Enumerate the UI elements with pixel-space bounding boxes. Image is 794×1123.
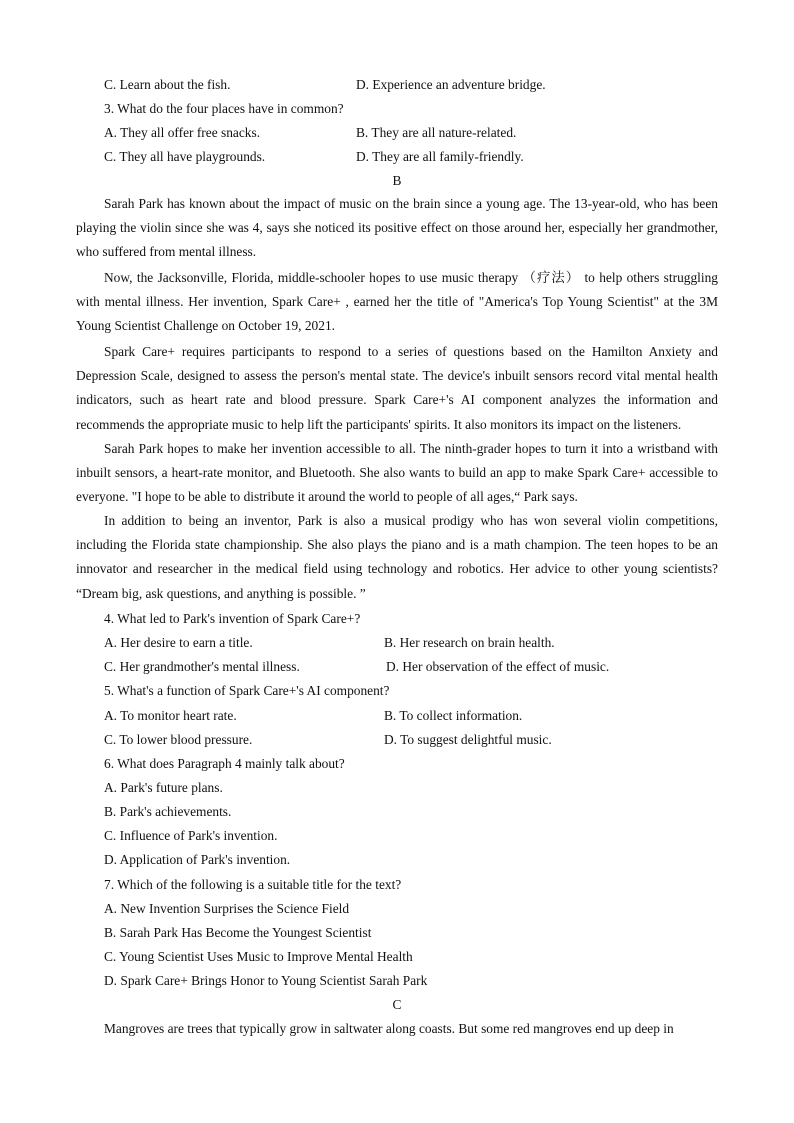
q5-option-a: A. To monitor heart rate. <box>104 708 237 723</box>
q4-stem: 4. What led to Park's invention of Spark Care+? <box>104 611 361 626</box>
q6-option-c: C. Influence of Park's invention. <box>104 828 278 843</box>
q4-option-c: C. Her grandmother's mental illness. <box>104 659 300 674</box>
q2-option-d: D. Experience an adventure bridge. <box>356 77 546 92</box>
q2-option-c: C. Learn about the fish. <box>104 77 231 92</box>
passage-b-paragraph-3: Spark Care+ requires participants to respond to a series of questions based on the Hamilton Anxiety and Depression Scale, designed to assess the person's mental state. The device's inbuilt sensors record vital mental health indicators, such as heart rate and blood pressure. Spark Care+'s AI component analyzes the information and recommends the appropriate music to help lift the participants' spirits. It also monitors its impact on the listeners. <box>76 344 718 432</box>
passage-b-paragraph-5: In addition to being an inventor, Park is also a musical prodigy who has won several violin competitions, including the Florida state championship. She also plays the piano and is a math champion. The teen hopes to be an innovator and researcher in the medical field using technology and robotics. Her advice to other young scientists? “Dream big, ask questions, and anything is possible. ” <box>76 513 718 601</box>
section-c-heading: C <box>392 997 402 1012</box>
q7-option-d: D. Spark Care+ Brings Honor to Young Scientist Sarah Park <box>104 973 428 988</box>
passage-b-paragraph-2: Now, the Jacksonville, Florida, middle-schooler hopes to use music therapy （疗法） to help others struggling with mental illness. Her invention, Spark Care+ , earned her the title of "America's Top Young Scientist" at the 3M Young Scientist Challenge on October 19, 2021. <box>76 270 718 334</box>
passage-c-paragraph-1: Mangroves are trees that typically grow in saltwater along coasts. But some red mangroves end up deep in <box>104 1021 674 1036</box>
q7-option-c: C. Young Scientist Uses Music to Improve Mental Health <box>104 949 413 964</box>
q3-option-a: A. They all offer free snacks. <box>104 125 261 140</box>
q5-option-d: D. To suggest delightful music. <box>384 732 552 747</box>
q5-option-c: C. To lower blood pressure. <box>104 732 253 747</box>
q7-option-a: A. New Invention Surprises the Science Field <box>104 901 350 916</box>
passage-b-paragraph-4: Sarah Park hopes to make her invention accessible to all. The ninth-grader hopes to turn it into a wristband with inbuilt sensors, a heart-rate monitor, and Bluetooth. She also wants to build an app to make Spark Care+ accessible to everyone. "I hope to be able to distribute it around the world to people of all ages,“ Park says. <box>76 441 718 505</box>
q3-stem: 3. What do the four places have in common? <box>104 101 344 116</box>
q5-option-b: B. To collect information. <box>384 708 523 723</box>
q4-option-d: D. Her observation of the effect of music. <box>386 659 610 674</box>
q7-option-b: B. Sarah Park Has Become the Youngest Scientist <box>104 925 372 940</box>
q6-option-b: B. Park's achievements. <box>104 804 232 819</box>
q4-option-b: B. Her research on brain health. <box>384 635 555 650</box>
q6-option-d: D. Application of Park's invention. <box>104 852 291 867</box>
q6-option-a: A. Park's future plans. <box>104 780 223 795</box>
q7-stem: 7. Which of the following is a suitable title for the text? <box>104 877 402 892</box>
q4-option-a: A. Her desire to earn a title. <box>104 635 253 650</box>
passage-b-paragraph-1: Sarah Park has known about the impact of music on the brain since a young age. The 13-year-old, who has been playing the violin since she was 4, says she noticed its positive effect on those around her, especially her grandmother, who suffered from mental illness. <box>76 196 718 260</box>
q3-option-d: D. They are all family-friendly. <box>356 149 524 164</box>
q3-option-c: C. They all have playgrounds. <box>104 149 266 164</box>
section-b-heading: B <box>392 173 402 188</box>
q3-option-b: B. They are all nature-related. <box>356 125 517 140</box>
q5-stem: 5. What's a function of Spark Care+'s AI component? <box>104 683 390 698</box>
q6-stem: 6. What does Paragraph 4 mainly talk about? <box>104 756 345 771</box>
